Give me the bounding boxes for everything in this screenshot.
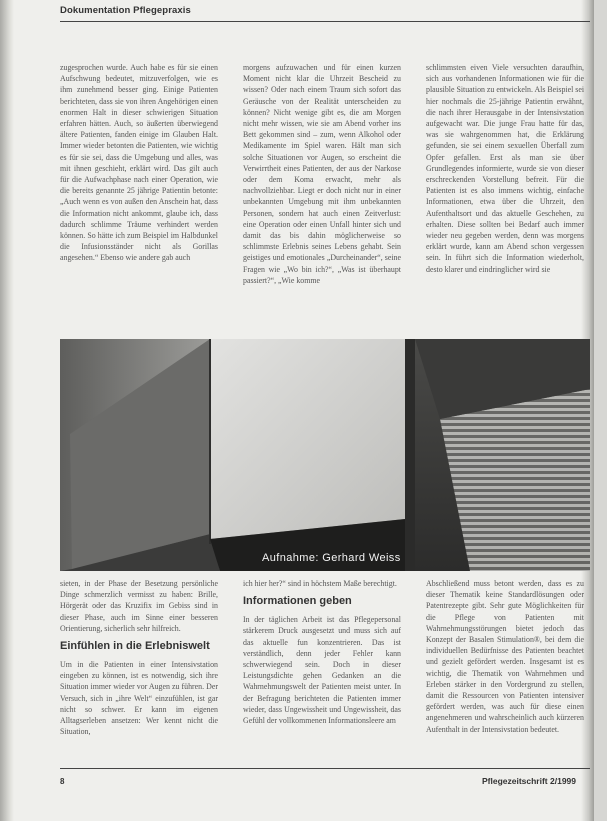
column-2-bottom-text-b: In der täglichen Arbeit ist das Pflegepersonal stärkerem Druck ausgesetzt und muss sich auf das aktuelle fun konzentrieren. Das ist verständlich, denn jeder Fehler kann schwerwiegend sein. Doch in dieser Leistungsdichte gehen Gedanken an die Wahrnehmungswelt der Patienten meist unter. In der Befragung berichteten die Patienten immer wieder, dass Ungewissheit und Ungewissheit, das Gefühl der vollkommenen Informationsleere am bbox=[243, 615, 401, 726]
column-1-top bbox=[60, 62, 218, 334]
column-2-top bbox=[243, 62, 401, 334]
column-1-bottom-text-a: sieten, in der Phase der Besetzung persönliche Dinge schmerzlich vermisst zu haben: Brille, Hörgerät oder das Kruzifix im Gebiss sind in dieser Phase, auch im Sinne einer besseren Orientierung, sicherlich sehr hilfreich. bbox=[60, 579, 218, 633]
column-2-bottom bbox=[243, 578, 401, 763]
subheading-informationen: Informationen geben bbox=[243, 595, 352, 608]
subheading-einfuehlen: Einfühlen in die Erlebniswelt bbox=[60, 640, 210, 653]
column-2-top-text: morgens aufzuwachen und für einen kurzen Moment nicht klar die Uhrzeit Bescheid zu wissen? Oder nach einem Traum sich sofort das Geräusche von der Realität unterscheiden zu können? Nicht wenige gibt es, die am Morgen nicht mehr wissen, wie sie am Abend vorher ins Bett gekommen sind – zum, wenn Alkohol oder Medikamente im Spiel waren. Hält man sich solche Situationen vor Augen, so erscheint die Verwirrtheit eines Patienten, der aus der Narkose oder dem Koma erwacht, mehr als nachvollziehbar. Liegt er doch nicht nur in einer unbekannten Umgebung mit ihm unbekannten Personen, sondern hat auch einen Zeitverlust: eine Operation oder einen Unfall hinter sich und damit das bis dahin möglicherweise so schlimmste Erlebnis seines Lebens gehabt. Sein geistiges und emotionales „Durcheinander“, seine Fragen wie „Wo bin ich?“, „Was ist überhaupt passiert?“, „Wie komme bbox=[243, 63, 401, 285]
photo-window-light bbox=[60, 339, 590, 571]
header-divider bbox=[60, 21, 590, 22]
photo-image bbox=[60, 339, 590, 571]
section-title: Dokumentation Pflegepraxis bbox=[60, 5, 191, 16]
page-number: 8 bbox=[60, 777, 65, 786]
page-binding-shadow bbox=[0, 0, 14, 821]
column-3-bottom-text: Abschließend muss betont werden, dass es zu dieser Thematik keine Standardlösungen oder Patentrezepte gibt. Sehr gute Möglichkeiten für die Pflege von Patienten mit Wahrnehmungsstörungen bietet jedoch das Konzept der Basalen Stimulation®, bei dem die individuellen Bedürfnisse des Patienten beachtet und gezielt gefördert werden. Insgesamt ist es wichtig, die Thematik von Wahrnehmen und Erleben stärker in den Vordergrund zu stellen, damit die Ressourcen von Patienten intensiver gefördert werden, was auch für diese einen angenehmeren und wahrscheinlich auch kürzeren Aufenthalt in der Intensivstation bedeutet. bbox=[426, 579, 584, 734]
column-2-bottom-text-a: ich hier her?“ sind in höchstem Maße berechtigt. bbox=[243, 579, 397, 588]
photo-credit: Aufnahme: Gerhard Weiss bbox=[262, 552, 401, 564]
journal-name: Pflegezeitschrift 2/1999 bbox=[481, 776, 576, 786]
column-3-top bbox=[426, 62, 584, 334]
column-1-bottom bbox=[60, 578, 218, 763]
footer-divider bbox=[60, 768, 590, 769]
column-1-bottom-text-b: Um in die Patienten in einer Intensivstation eingeben zu können, ist es notwendig, sich ihre Situation immer wieder vor Augen zu führen. Der Versuch, sich in „ihre Welt“ einzufühlen, ist gar nicht so schwer. Er kann im eigenen Alltagserleben ansetzen: Wer kennt nicht die Situation, bbox=[60, 660, 218, 737]
column-3-top-text: schlimmsten eiven Viele versuchten daraufhin, sich aus vorhandenen Informationen wie für die plausible Situation zu entwickeln. Als Beispiel sei hier nochmals die 25-jährige Patientin erwähnt, die nach ihrer Herausgabe in der Intensivstation aufgewacht war. Die junge Frau hatte für das, was sie wahrgenommen hat, die Erklärung gefunden, sie sei einem sexuellen Überfall zum Opfer gefallen. Erst als man sie über Grundlegendes informierte, wurde sie von dieser erschreckenden Vorstellung befreit. Für die Patienten ist es also immens wichtig, einfache Informationen, etwa über die Uhrzeit, den Aufenthaltsort und das aktuelle Geschehen, zu erhalten. Diese sollten bei Bedarf auch immer wieder neu gegeben werden, denn was morgens erklärt wurde, kann am Abend schon vergessen sein. In führt sich die Information wiederholt, desto klarer und eindringlicher wird sie bbox=[426, 63, 584, 274]
column-1-top-text: zugesprochen wurde. Auch habe es für sie einen Aufschwung bedeutet, mitzuverfolgen, wie es ihm zunehmend besser ging. Einige Patienten berichteten, dass sie von ihren Angehörigen einen enormen Halt in dieser schwierigen Situation erfahren hätten. Auch, so äußerten überwiegend ältere Patienten, fanden einige im Glauben Halt. Immer wieder betonten die Patienten, wie wichtig es für sie sei, dass die Umgebung und alles, was mit ihnen geschieht, erklärt wird. Das gilt auch für die Aufwachphase nach einer Operation, wie die bereits genannte 25 jährige Patientin betonte: „Auch wenn es von außen den Anschein hat, dass die Information nicht ankommt, glaube ich, dass dadurch schlimme Träume verhindert werden können. So hätte ich zum Beispiel im Halbdunkel die Infusionsständer nicht als Gorillas angesehen.“ Ebenso wie andere gab auch bbox=[60, 63, 218, 263]
column-3-bottom bbox=[426, 578, 584, 763]
